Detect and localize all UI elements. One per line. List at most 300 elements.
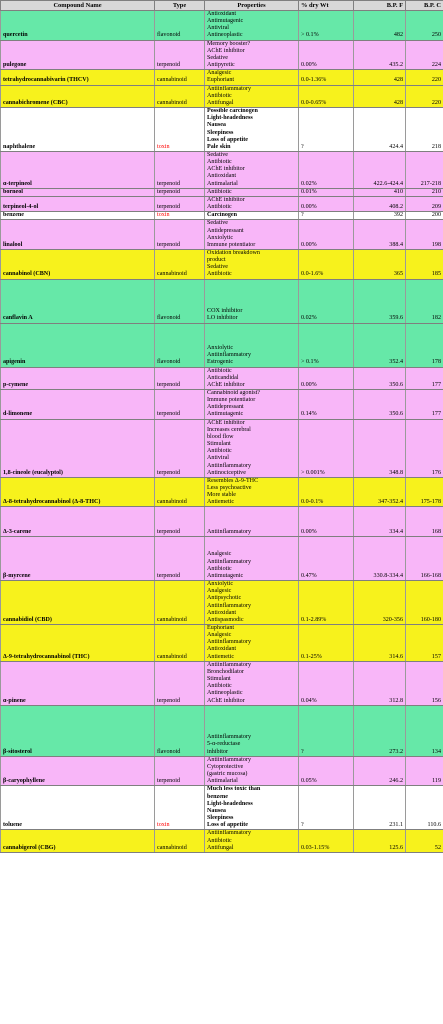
bp-f-cell: 365 — [354, 250, 406, 280]
properties-cell — [205, 756, 299, 786]
property-line: Bronchodilator — [207, 668, 244, 675]
property-line — [207, 720, 296, 727]
property-line: Antifungal — [207, 844, 234, 851]
compound-name-cell: Δ-3-carene — [1, 507, 155, 537]
property-line: Antineoplastic — [207, 690, 243, 697]
bp-c-cell: 168 — [406, 507, 443, 537]
table-row — [1, 705, 443, 756]
property-line: Antiinflammatory — [207, 661, 252, 668]
dry-weight-cell: 0.03-1.15% — [299, 830, 354, 852]
compound-name-cell: tetrahydrocannabivarin (THCV) — [1, 70, 155, 85]
header-dry-weight: % dry Wt — [299, 1, 354, 11]
table-row — [1, 40, 443, 70]
property-line: Antiinflammatory — [207, 602, 252, 609]
header-compound-name: Compound Name — [1, 1, 155, 11]
compound-name-cell: α-pinene — [1, 661, 155, 705]
compound-type-cell: flavonoid — [155, 705, 205, 756]
compound-type-cell: terpenoid — [155, 40, 205, 70]
compound-type-cell: cannabinoid — [155, 250, 205, 280]
properties-cell — [205, 220, 299, 250]
compound-type-cell: terpenoid — [155, 196, 205, 211]
compound-name-cell: benzene — [1, 212, 155, 220]
dry-weight-cell: 0.00% — [299, 40, 354, 70]
property-line: Antiinflammatory — [207, 85, 252, 92]
property-line: Analgesic — [207, 588, 232, 595]
property-line: Light-headedness — [207, 800, 253, 807]
property-line: Immune potentiator — [207, 397, 256, 404]
property-line: Antimutagenic — [207, 411, 244, 418]
property-line: product — [207, 257, 226, 264]
property-line: Antibiotic — [207, 683, 232, 690]
compound-type-cell: cannabinoid — [155, 477, 205, 507]
dry-weight-cell: 0.14% — [299, 389, 354, 419]
properties-cell — [205, 188, 299, 196]
bp-c-cell: 200 — [406, 212, 443, 220]
compound-type-cell: terpenoid — [155, 419, 205, 477]
property-line: Analgesic — [207, 70, 232, 77]
dry-weight-cell: 0.05% — [299, 756, 354, 786]
property-line: Increases cerebral — [207, 426, 251, 433]
property-line: Antibiotic — [207, 448, 232, 455]
property-line: AChE inhibitor — [207, 419, 245, 426]
property-line: Antipsychotic — [207, 595, 242, 602]
compound-type-cell: cannabinoid — [155, 581, 205, 625]
property-line: Antioxidant — [207, 646, 237, 653]
property-line: Analgesic — [207, 551, 232, 558]
bp-c-cell: 198 — [406, 220, 443, 250]
property-line — [207, 706, 296, 713]
compound-name-cell: canflavin A — [1, 279, 155, 323]
table-row — [1, 389, 443, 419]
property-line: Antibiotic — [207, 367, 232, 374]
compound-name-cell: p-cymene — [1, 367, 155, 389]
bp-c-cell: 182 — [406, 279, 443, 323]
property-line: Antiinflammatory — [207, 352, 252, 359]
bp-f-cell: 350.6 — [354, 367, 406, 389]
property-line: Antidepressant — [207, 227, 244, 234]
table-row — [1, 661, 443, 705]
property-line: Pale skin — [207, 143, 231, 150]
dry-weight-cell: 0.00% — [299, 196, 354, 211]
bp-f-cell: 428 — [354, 70, 406, 85]
compound-type-cell: cannabinoid — [155, 830, 205, 852]
bp-f-cell: 320-356 — [354, 581, 406, 625]
bp-f-cell: 392 — [354, 212, 406, 220]
property-line: Loss of appetite — [207, 822, 248, 829]
property-line — [207, 515, 296, 522]
bp-f-cell: 350.6 — [354, 389, 406, 419]
property-line: Anticandidal — [207, 374, 239, 381]
property-line: Estrogenic — [207, 359, 234, 366]
property-line: Antibiotic — [207, 188, 232, 195]
properties-cell — [205, 279, 299, 323]
property-line: Antiviral — [207, 455, 230, 462]
compound-name-cell: borneol — [1, 188, 155, 196]
property-line: Anxiolytic — [207, 234, 234, 241]
properties-cell — [205, 40, 299, 70]
bp-f-cell: 246.2 — [354, 756, 406, 786]
header-bp-f: B.P. F — [354, 1, 406, 11]
compound-name-cell: apigenin — [1, 323, 155, 367]
compound-type-cell: flavonoid — [155, 279, 205, 323]
compound-type-cell: cannabinoid — [155, 70, 205, 85]
compound-type-cell: cannabinoid — [155, 624, 205, 661]
property-line: Nausea — [207, 807, 226, 814]
properties-cell — [205, 70, 299, 85]
bp-c-cell: 177 — [406, 389, 443, 419]
compound-name-cell: linalool — [1, 220, 155, 250]
property-line: Much less toxic than — [207, 786, 261, 793]
compound-type-cell: terpenoid — [155, 188, 205, 196]
property-line: inhibitor — [207, 748, 228, 755]
bp-f-cell: 359.6 — [354, 279, 406, 323]
bp-f-cell: 482 — [354, 11, 406, 41]
bp-f-cell: 388.4 — [354, 220, 406, 250]
properties-cell — [205, 108, 299, 152]
properties-cell — [205, 323, 299, 367]
property-line: Nausea — [207, 122, 226, 129]
compound-name-cell: quercetin — [1, 11, 155, 41]
bp-c-cell: 166-168 — [406, 537, 443, 581]
property-line: Antispasmodic — [207, 616, 244, 623]
table-row — [1, 11, 443, 41]
table-row — [1, 581, 443, 625]
dry-weight-cell: 0.00% — [299, 220, 354, 250]
bp-f-cell: 410 — [354, 188, 406, 196]
property-line: Sedative — [207, 151, 228, 158]
compound-name-cell: β-caryophyllene — [1, 756, 155, 786]
property-line: Euphoriant — [207, 624, 235, 631]
property-line: Antioxidant — [207, 609, 237, 616]
property-line: Resembles Δ-9-THC — [207, 477, 259, 484]
bp-f-cell: 347-352.4 — [354, 477, 406, 507]
bp-c-cell: 250 — [406, 11, 443, 41]
bp-c-cell: 177 — [406, 367, 443, 389]
property-line: Antioxidant — [207, 173, 237, 180]
properties-cell — [205, 419, 299, 477]
compound-name-cell: 1,8-cineole (eucalyptol) — [1, 419, 155, 477]
property-line: Antipyretic — [207, 62, 235, 69]
property-line — [207, 338, 296, 345]
property-line: Antimutagenic — [207, 18, 244, 25]
table-row — [1, 212, 443, 220]
property-line — [207, 537, 296, 544]
table-row — [1, 419, 443, 477]
bp-c-cell: 157 — [406, 624, 443, 661]
header-row — [1, 1, 443, 11]
property-line: benzene — [207, 793, 228, 800]
compound-type-cell: toxin — [155, 786, 205, 830]
properties-cell — [205, 389, 299, 419]
property-line: AChE inhibitor — [207, 166, 245, 173]
property-line: Antinociceptive — [207, 469, 246, 476]
property-line: Sleepiness — [207, 129, 234, 136]
property-line: 5-α-reductase — [207, 741, 241, 748]
property-line: Stimulant — [207, 676, 231, 683]
bp-c-cell: 220 — [406, 85, 443, 107]
dry-weight-cell: 0.1-25% — [299, 624, 354, 661]
property-line — [207, 324, 296, 331]
bp-c-cell: 52 — [406, 830, 443, 852]
properties-cell — [205, 624, 299, 661]
compound-name-cell: cannabinol (CBN) — [1, 250, 155, 280]
bp-c-cell: 134 — [406, 705, 443, 756]
bp-f-cell: 334.4 — [354, 507, 406, 537]
properties-cell — [205, 367, 299, 389]
properties-cell — [205, 212, 299, 220]
compound-type-cell: toxin — [155, 108, 205, 152]
property-line: Sedative — [207, 220, 228, 227]
bp-f-cell: 125.6 — [354, 830, 406, 852]
property-line: Antiinflammatory — [207, 756, 252, 763]
table-row — [1, 830, 443, 852]
dry-weight-cell: 0.04% — [299, 661, 354, 705]
property-line: AChE inhibitor — [207, 697, 245, 704]
properties-cell — [205, 196, 299, 211]
header-type: Type — [155, 1, 205, 11]
compound-name-cell: Δ-9-tetrahydrocannabinol (THC) — [1, 624, 155, 661]
header-properties: Properties — [205, 1, 299, 11]
table-row — [1, 85, 443, 107]
compound-type-cell: terpenoid — [155, 389, 205, 419]
compound-type-cell: terpenoid — [155, 151, 205, 188]
property-line — [207, 287, 296, 294]
header-bp-c: B.P. C — [406, 1, 443, 11]
table-body — [1, 11, 443, 853]
bp-c-cell: 220 — [406, 70, 443, 85]
property-line: Antiinflammatory — [207, 528, 252, 535]
property-line: (gastric mucosa) — [207, 771, 248, 778]
property-line — [207, 507, 296, 514]
compound-type-cell: flavonoid — [155, 323, 205, 367]
property-line — [207, 522, 296, 529]
table-row — [1, 70, 443, 85]
properties-cell — [205, 151, 299, 188]
properties-cell — [205, 537, 299, 581]
property-line: Stimulant — [207, 441, 231, 448]
bp-c-cell: 156 — [406, 661, 443, 705]
bp-f-cell: 422.6-424.4 — [354, 151, 406, 188]
property-line: Sedative — [207, 264, 228, 271]
bp-c-cell: 176 — [406, 419, 443, 477]
dry-weight-cell: 0.00% — [299, 367, 354, 389]
property-line: Antimutagenic — [207, 572, 244, 579]
dry-weight-cell: 0.0-1.6% — [299, 250, 354, 280]
property-line: Sleepiness — [207, 815, 234, 822]
dry-weight-cell: 0.00% — [299, 507, 354, 537]
property-line: Antioxidant — [207, 11, 237, 17]
property-line: Antiinflammatory — [207, 734, 252, 741]
property-line — [207, 301, 296, 308]
property-line — [207, 544, 296, 551]
bp-c-cell: 175-178 — [406, 477, 443, 507]
property-line — [207, 331, 296, 338]
property-line: Anxiolytic — [207, 581, 234, 588]
bp-c-cell: 119 — [406, 756, 443, 786]
properties-cell — [205, 786, 299, 830]
bp-f-cell: 408.2 — [354, 196, 406, 211]
compound-name-cell: d-limonene — [1, 389, 155, 419]
property-line: Light-headedness — [207, 115, 253, 122]
table-row — [1, 279, 443, 323]
property-line: Antibiotic — [207, 565, 232, 572]
property-line: Cannabinoid agonist? — [207, 389, 260, 396]
compound-type-cell: terpenoid — [155, 507, 205, 537]
property-line: Euphoriant — [207, 77, 235, 84]
compound-name-cell: β-myrcene — [1, 537, 155, 581]
property-line: COX inhibitor — [207, 308, 243, 315]
dry-weight-cell: 0.0-0.1% — [299, 477, 354, 507]
properties-cell — [205, 250, 299, 280]
bp-c-cell: 160-180 — [406, 581, 443, 625]
compound-type-cell: terpenoid — [155, 220, 205, 250]
property-line: Carcinogen — [207, 212, 238, 219]
table-row — [1, 108, 443, 152]
table-row — [1, 196, 443, 211]
dry-weight-cell: 0.0-0.65% — [299, 85, 354, 107]
dry-weight-cell: > 0.1% — [299, 11, 354, 41]
property-line: blood flow — [207, 433, 234, 440]
dry-weight-cell: ? — [299, 705, 354, 756]
bp-f-cell: 428 — [354, 85, 406, 107]
compound-type-cell: terpenoid — [155, 756, 205, 786]
bp-f-cell: 348.8 — [354, 419, 406, 477]
property-line: Antiemetic — [207, 653, 235, 660]
table-row — [1, 151, 443, 188]
property-line: Antineoplastic — [207, 32, 243, 39]
property-line: Anxiolytic — [207, 345, 234, 352]
property-line: Antibiotic — [207, 204, 232, 211]
property-line: Analgesic — [207, 632, 232, 639]
property-line: Antimalarial — [207, 778, 238, 785]
bp-f-cell: 352.4 — [354, 323, 406, 367]
table-row — [1, 507, 443, 537]
compound-name-cell: cannabichromene (CBC) — [1, 85, 155, 107]
dry-weight-cell: ? — [299, 108, 354, 152]
bp-c-cell: 178 — [406, 323, 443, 367]
bp-c-cell: 218 — [406, 108, 443, 152]
properties-cell — [205, 661, 299, 705]
property-line: AChE inhibitor — [207, 381, 245, 388]
bp-f-cell: 312.8 — [354, 661, 406, 705]
compound-type-cell: flavonoid — [155, 11, 205, 41]
compound-name-cell: α-terpineol — [1, 151, 155, 188]
compound-type-cell: terpenoid — [155, 537, 205, 581]
properties-cell — [205, 705, 299, 756]
property-line — [207, 294, 296, 301]
compound-name-cell: naphthalene — [1, 108, 155, 152]
dry-weight-cell: ? — [299, 786, 354, 830]
property-line: Antimalarial — [207, 180, 238, 187]
property-line: Memory booster? — [207, 40, 251, 47]
property-line: Antiinflammatory — [207, 830, 252, 837]
property-line: Antiinflammatory — [207, 558, 252, 565]
compound-name-cell: β-sitosterol — [1, 705, 155, 756]
table-row — [1, 477, 443, 507]
bp-c-cell: 185 — [406, 250, 443, 280]
table-row — [1, 188, 443, 196]
property-line: More stable — [207, 492, 236, 499]
compound-type-cell: terpenoid — [155, 367, 205, 389]
dry-weight-cell: 0.0-1.36% — [299, 70, 354, 85]
property-line — [207, 713, 296, 720]
bp-c-cell: 209 — [406, 196, 443, 211]
property-line: Antibiotic — [207, 837, 232, 844]
dry-weight-cell: 0.1-2.89% — [299, 581, 354, 625]
property-line: Sedative — [207, 54, 228, 61]
bp-f-cell: 231.1 — [354, 786, 406, 830]
properties-cell — [205, 507, 299, 537]
compound-name-cell: cannabidiol (CBD) — [1, 581, 155, 625]
dry-weight-cell: 0.01% — [299, 188, 354, 196]
property-line: Antibiotic — [207, 92, 232, 99]
property-line: Possible carcinogen — [207, 108, 258, 115]
property-line: Cytoprotective — [207, 763, 244, 770]
compound-type-cell: toxin — [155, 212, 205, 220]
property-line: Antifungal — [207, 99, 234, 106]
compound-name-cell: cannabigerol (CBG) — [1, 830, 155, 852]
compound-name-cell: toluene — [1, 786, 155, 830]
property-line: Immune potentiator — [207, 241, 256, 248]
properties-cell — [205, 11, 299, 41]
dry-weight-cell: > 0.1% — [299, 323, 354, 367]
bp-c-cell: 210 — [406, 188, 443, 196]
property-line: AChE inhibitor — [207, 196, 245, 203]
compound-type-cell: cannabinoid — [155, 85, 205, 107]
bp-c-cell: 110.6 — [406, 786, 443, 830]
table-row — [1, 367, 443, 389]
table-row — [1, 786, 443, 830]
bp-f-cell: 424.4 — [354, 108, 406, 152]
property-line: Less psychoactive — [207, 485, 252, 491]
property-line: AChE inhibitor — [207, 47, 245, 54]
property-line: Antiinflammatory — [207, 462, 252, 469]
properties-cell — [205, 830, 299, 852]
table-row — [1, 624, 443, 661]
bp-f-cell: 330.8-334.4 — [354, 537, 406, 581]
properties-cell — [205, 581, 299, 625]
dry-weight-cell: 0.02% — [299, 151, 354, 188]
property-line: Loss of appetite — [207, 136, 248, 143]
table-row — [1, 537, 443, 581]
property-line: Oxidation breakdown — [207, 250, 260, 256]
table-row — [1, 250, 443, 280]
properties-cell — [205, 477, 299, 507]
table-row — [1, 220, 443, 250]
property-line: Antiinflammatory — [207, 639, 252, 646]
bp-f-cell: 314.6 — [354, 624, 406, 661]
compound-name-cell: terpineol-4-ol — [1, 196, 155, 211]
property-line: Antibiotic — [207, 271, 232, 278]
property-line: LO inhibitor — [207, 315, 238, 322]
dry-weight-cell: ? — [299, 212, 354, 220]
property-line: Antiemetic — [207, 499, 235, 506]
dry-weight-cell: 0.47% — [299, 537, 354, 581]
bp-f-cell: 435.2 — [354, 40, 406, 70]
compound-name-cell: pulegone — [1, 40, 155, 70]
compound-type-cell: terpenoid — [155, 661, 205, 705]
compound-name-cell: Δ-8-tetrahydrocannabinol (Δ-8-THC) — [1, 477, 155, 507]
property-line: Antidepressant — [207, 404, 244, 411]
bp-c-cell: 217-218 — [406, 151, 443, 188]
properties-cell — [205, 85, 299, 107]
property-line: Antiviral — [207, 25, 230, 32]
dry-weight-cell: > 0.001% — [299, 419, 354, 477]
bp-c-cell: 224 — [406, 40, 443, 70]
table-row — [1, 323, 443, 367]
property-line: Antibiotic — [207, 159, 232, 166]
dry-weight-cell: 0.02% — [299, 279, 354, 323]
